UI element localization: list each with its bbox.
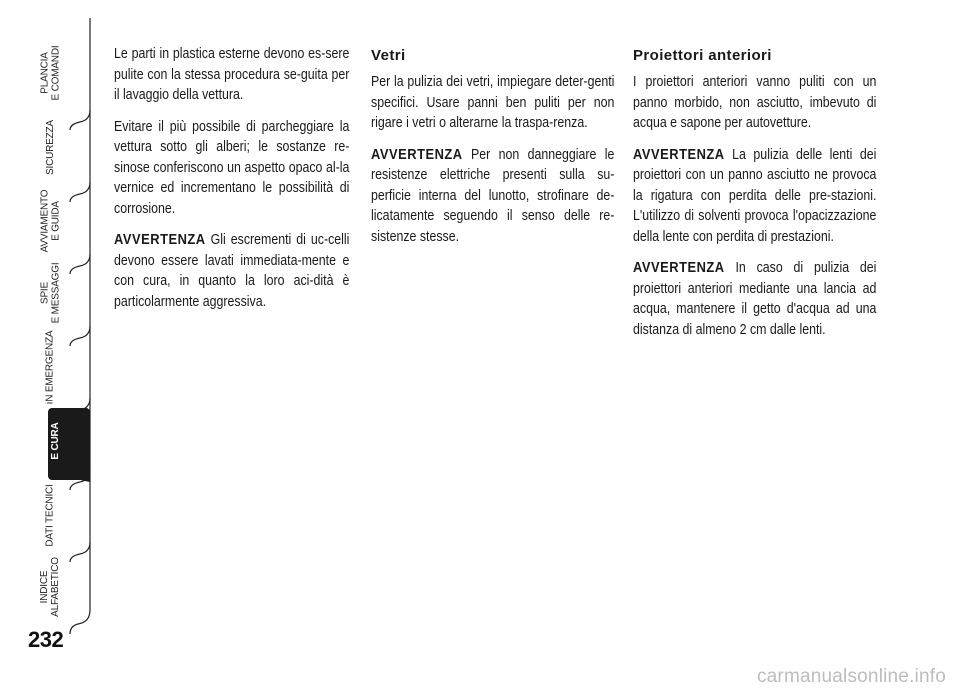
paragraph-plastic-parts: Le parti in plastica esterne devono es-sere pulite con la stessa procedura se-guita per il lavaggio della vettura.: [114, 46, 350, 103]
paragraph-parking-trees: Evitare il più possibile di parcheggiare la vettura sotto gli alberi; le sostanze re-sinose conferiscono un aspetto opaco al-la vernice ed incrementano le possibilità di corrosione.: [114, 118, 350, 217]
paragraph-headlight-cleaning: I proiettori anteriori vanno puliti con un panno morbido, non asciutto, imbevuto di acqua e sapone per autovetture.: [633, 74, 877, 131]
warning-text: In caso di pulizia dei proiettori anteriori mediante una lancia ad acqua, mantenere il getto d'acqua ad una distanza di almeno 2 cm dalle lenti.: [633, 260, 877, 338]
warning-text: La pulizia delle lenti dei proiettori con un panno asciutto ne provoca la rigatura con perdita delle pre-stazioni. L'utilizzo di solventi provoca l'opacizzazione della lente con perdita di prestazioni.: [633, 146, 877, 245]
column-headlights: [633, 44, 877, 351]
warning-text: Per non danneggiare le resistenze elettriche presenti sulla su-perficie interna del lunotto, strofinare de-licatamente seguendo il senso delle re-sistenze stesse.: [371, 146, 615, 245]
tab-sicurezza[interactable]: SICUREZZA: [44, 119, 56, 175]
page-number: 232: [28, 627, 64, 652]
warning-label: AVVERTENZA: [114, 231, 206, 248]
heading-vetri: Vetri: [371, 47, 406, 64]
warning-dry-cloth: [633, 145, 876, 248]
warning-bird-droppings: [114, 230, 349, 312]
column-windows: [371, 44, 615, 258]
tab-indice-alfabetico[interactable]: INDICE ALFABETICO: [39, 557, 61, 617]
warning-water-jet: [633, 258, 876, 340]
tab-avviamento-e-guida[interactable]: AVVIAMENTO E GUIDA: [39, 189, 61, 253]
warning-text: Gli escrementi di uc-celli devono essere lavati immediata-mente e con cura, in quanto la loro aci-dità è particolarmente aggressiva.: [114, 232, 350, 310]
warning-label: AVVERTENZA: [633, 259, 725, 276]
column-exterior-plastic: [114, 44, 350, 323]
tab-in-emergenza[interactable]: IN EMERGENZA: [44, 330, 56, 404]
tab-manutenzione-e-cura[interactable]: MANUTENZIONE E CURA: [39, 401, 61, 481]
tab-plancia-e-comandi[interactable]: PLANCIA E COMANDI: [39, 45, 61, 101]
warning-label: AVVERTENZA: [371, 145, 463, 163]
warning-label: AVVERTENZA: [633, 145, 725, 163]
chapter-sidebar: [0, 0, 100, 692]
warning-rear-window: [371, 145, 614, 248]
watermark: carmanualsonline.info: [756, 666, 946, 687]
tab-spie-e-messaggi[interactable]: SPIE E MESSAGGI: [38, 262, 61, 324]
tab-dati-tecnici[interactable]: DATI TECNICI: [44, 483, 56, 547]
paragraph-window-cleaning: Per la pulizia dei vetri, impiegare deter-genti specifici. Usare panni ben puliti per non rigare i vetri o alterarne la traspa-renza.: [371, 74, 615, 131]
heading-proiettori-anteriori: Proiettori anteriori: [633, 47, 772, 64]
